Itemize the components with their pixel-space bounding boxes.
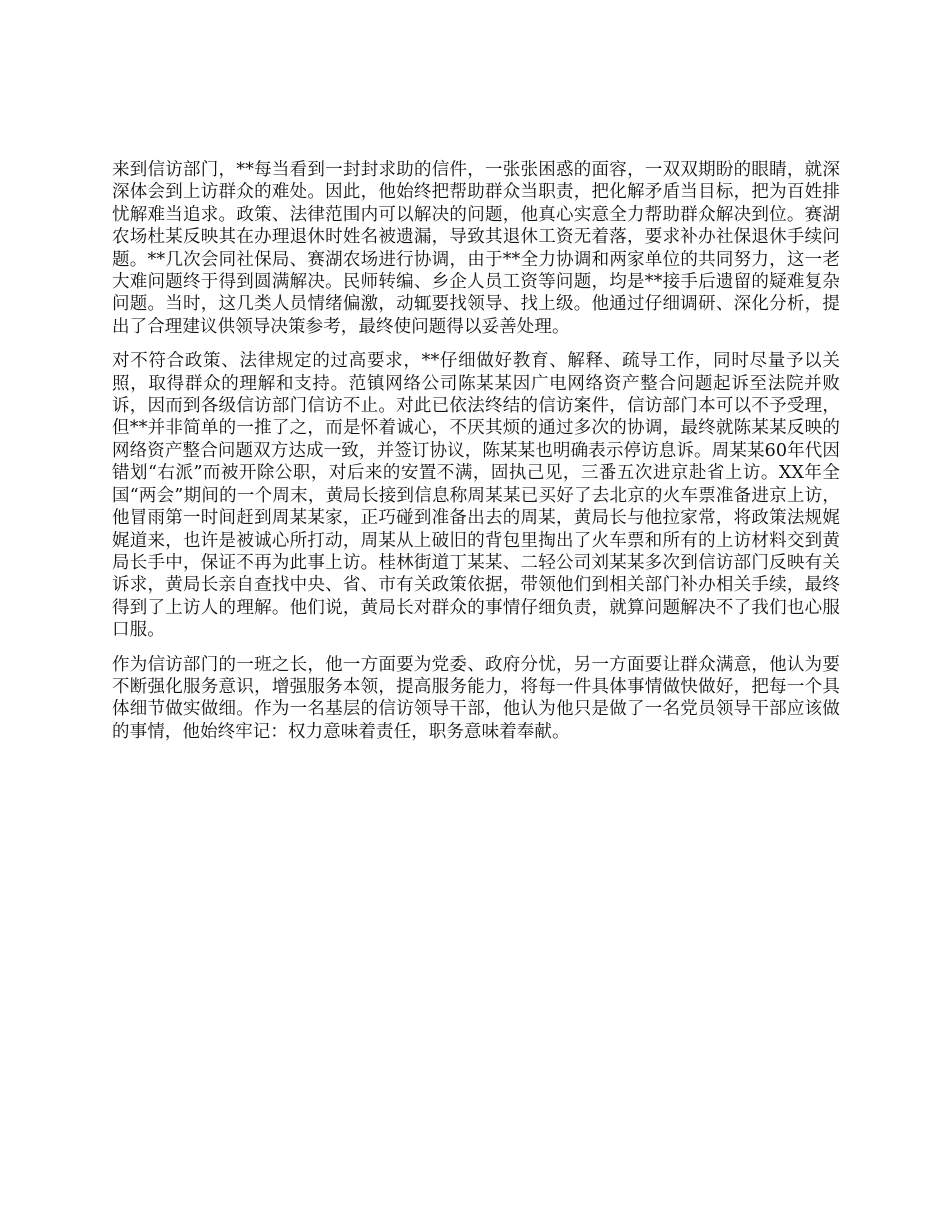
- paragraph-1: 来到信访部门，**每当看到一封封求助的信件，一张张困惑的面容，一双双期盼的眼睛，就深深体会到上访群众的难处。因此，他始终把帮助群众当职责，把化解矛盾当目标，把为百姓排忧解难当追求。政策、法律范围内可以解决的问题，他真心实意全力帮助群众解决到位。赛湖农场杜某反映其在办理退休时姓名被遗漏，导致其退休工资无着落，要求补办社保退休手续问题。**几次会同社保局、赛湖农场进行协调，由于**全力协调和两家单位的共同努力，这一老大难问题终于得到圆满解决。民师转编、乡企人员工资等问题，均是**接手后遗留的疑难复杂问题。当时，这几类人员情绪偏激，动辄要找领导、找上级。他通过仔细调研、深化分析，提出了合理建议供领导决策参考，最终使问题得以妥善处理。: [112, 160, 840, 337]
- paragraph-2: 对不符合政策、法律规定的过高要求，**仔细做好教育、解释、疏导工作，同时尽量予以关照，取得群众的理解和支持。范镇网络公司陈某某因广电网络资产整合问题起诉至法院并败诉，因而到各级信访部门信访不止。对此已依法终结的信访案件，信访部门本可以不予受理，但**并非简单的一推了之，而是怀着诚心，不厌其烦的通过多次的协调，最终就陈某某反映的网络资产整合问题双方达成一致，并签订协议，陈某某也明确表示停访息诉。周某某60年代因错划“右派”而被开除公职，对后来的安置不满，固执己见，三番五次进京赴省上访。XX年全国“两会”期间的一个周末，黄局长接到信息称周某某已买好了去北京的火车票准备进京上访，他冒雨第一时间赶到周某某家，正巧碰到准备出去的周某，黄局长与他拉家常，将政策法规娓娓道来，也许是被诚心所打动，周某从上破旧的背包里掏出了火车票和所有的上访材料交到黄局长手中，保证不再为此事上访。桂林街道丁某某、二轻公司刘某某多次到信访部门反映有关诉求，黄局长亲自查找中央、省、市有关政策依据，带领他们到相关部门补办相关手续，最终得到了上访人的理解。他们说，黄局长对群众的事情仔细负责，就算问题解决不了我们也心服口服。: [112, 351, 840, 641]
- paragraph-3: 作为信访部门的一班之长，他一方面要为党委、政府分忧，另一方面要让群众满意，他认为要不断强化服务意识，增强服务本领，提高服务能力，将每一件具体事情做快做好，把每一个具体细节做实做细。作为一名基层的信访领导干部，他认为他只是做了一名党员领导干部应该做的事情，他始终牢记：权力意味着责任，职务意味着奉献。: [112, 654, 840, 742]
- document-body: [112, 159, 840, 755]
